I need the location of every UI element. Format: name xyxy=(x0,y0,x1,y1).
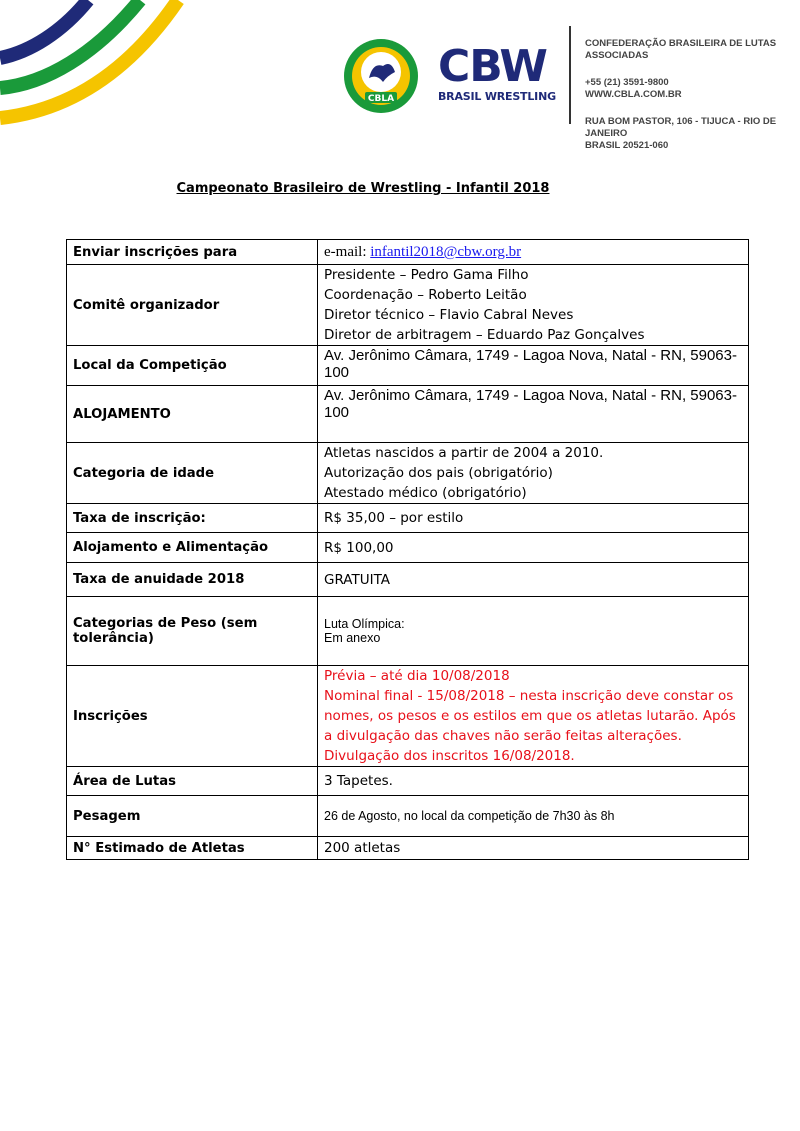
weight-line: Luta Olímpica: xyxy=(324,617,405,631)
table-row xyxy=(67,837,749,860)
cbla-badge-text: CBLA xyxy=(367,94,395,104)
row-value: Av. Jerônimo Câmara, 1749 - Lagoa Nova, Natal - RN, 59063-100 xyxy=(318,386,749,443)
document-title: Campeonato Brasileiro de Wrestling - Infantil 2018 xyxy=(176,181,550,196)
committee-line: Presidente – Pedro Gama Filho xyxy=(324,267,529,283)
table-row xyxy=(67,240,749,265)
age-line: Autorização dos pais (obrigatório) xyxy=(324,465,553,481)
header-divider xyxy=(569,26,571,124)
cbw-mark: CBW xyxy=(438,41,547,92)
row-label: Enviar inscrições para xyxy=(67,240,318,265)
registration-line: Divulgação dos inscritos 16/08/2018. xyxy=(324,748,575,764)
table-row xyxy=(67,767,749,796)
cbla-logo xyxy=(343,38,419,114)
table-row xyxy=(67,443,749,504)
row-label: Pesagem xyxy=(67,796,318,837)
contact-block xyxy=(585,38,800,152)
cbw-logo xyxy=(438,41,558,103)
email-prefix: e-mail: xyxy=(324,244,371,260)
row-label: Comitê organizador xyxy=(67,265,318,346)
weight-line: Em anexo xyxy=(324,631,381,645)
contact-address-1: RUA BOM PASTOR, 106 - TIJUCA - RIO DE JANEIRO xyxy=(585,116,777,139)
committee-line: Diretor de arbitragem – Eduardo Paz Gonçalves xyxy=(324,327,645,343)
row-value xyxy=(318,597,749,666)
row-value: GRATUITA xyxy=(318,563,749,597)
table-row xyxy=(67,796,749,837)
row-label: Taxa de anuidade 2018 xyxy=(67,563,318,597)
row-label: Categorias de Peso (sem tolerância) xyxy=(67,597,318,666)
row-value: 26 de Agosto, no local da competição de 7h30 às 8h xyxy=(318,796,749,837)
registration-line: Nominal final - 15/08/2018 – nesta inscrição deve constar os nomes, os pesos e os estilos em que os atletas lutarão. Após a divulgação das chaves não serão feitas alterações. xyxy=(324,688,736,744)
row-value xyxy=(318,443,749,504)
row-value xyxy=(318,666,749,767)
info-table xyxy=(66,239,749,860)
corner-stripes-decoration xyxy=(0,0,190,130)
age-line: Atestado médico (obrigatório) xyxy=(324,485,527,501)
table-row xyxy=(67,597,749,666)
row-label: N° Estimado de Atletas xyxy=(67,837,318,860)
age-line: Atletas nascidos a partir de 2004 a 2010. xyxy=(324,445,604,461)
row-value: 200 atletas xyxy=(318,837,749,860)
row-label: Taxa de inscrição: xyxy=(67,504,318,533)
table-row xyxy=(67,563,749,597)
contact-site: WWW.CBLA.COM.BR xyxy=(585,89,682,100)
table-row xyxy=(67,666,749,767)
email-link[interactable]: infantil2018@cbw.org.br xyxy=(370,244,522,260)
table-row xyxy=(67,386,749,443)
table-row xyxy=(67,533,749,563)
cbw-subtitle: BRASIL WRESTLING xyxy=(438,90,556,103)
contact-org: CONFEDERAÇÃO BRASILEIRA DE LUTAS ASSOCIADAS xyxy=(585,38,777,61)
contact-address-2: BRASIL 20521-060 xyxy=(585,140,669,151)
table-row xyxy=(67,346,749,386)
row-label: ALOJAMENTO xyxy=(67,386,318,443)
row-label: Categoria de idade xyxy=(67,443,318,504)
row-label: Área de Lutas xyxy=(67,767,318,796)
row-label: Local da Competição xyxy=(67,346,318,386)
row-value: R$ 100,00 xyxy=(318,533,749,563)
committee-line: Coordenação – Roberto Leitão xyxy=(324,287,527,303)
contact-phone: +55 (21) 3591-9800 xyxy=(585,77,669,88)
row-value: 3 Tapetes. xyxy=(318,767,749,796)
row-label: Alojamento e Alimentação xyxy=(67,533,318,563)
row-value xyxy=(318,265,749,346)
row-value xyxy=(318,240,749,265)
row-value: R$ 35,00 – por estilo xyxy=(318,504,749,533)
row-value: Av. Jerônimo Câmara, 1749 - Lagoa Nova, Natal - RN, 59063-100 xyxy=(318,346,749,386)
committee-line: Diretor técnico – Flavio Cabral Neves xyxy=(324,307,574,323)
row-label: Inscrições xyxy=(67,666,318,767)
table-row xyxy=(67,265,749,346)
table-row xyxy=(67,504,749,533)
registration-line: Prévia – até dia 10/08/2018 xyxy=(324,668,510,684)
